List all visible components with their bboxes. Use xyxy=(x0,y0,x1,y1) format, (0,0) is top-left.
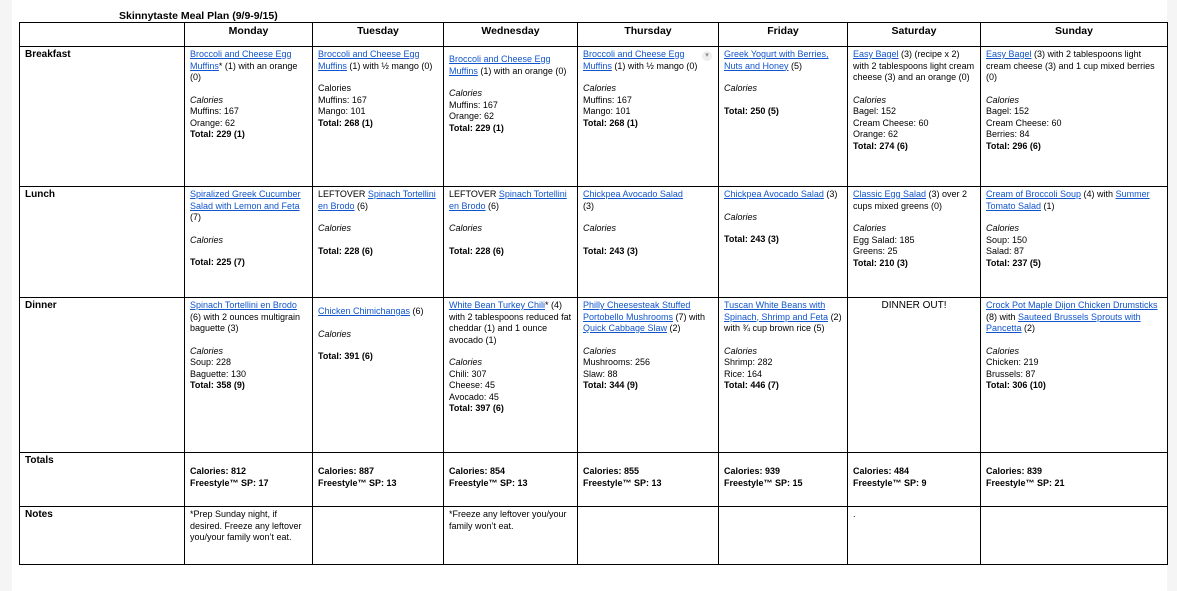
recipe-link[interactable]: Chicken Chimichangas xyxy=(318,306,411,316)
calorie-line: Rice: 164 xyxy=(724,368,763,379)
meal-text: (3) with 2 tablespoons light cream cheese (3) and 1 cup mixed berries (0) xyxy=(986,49,1155,82)
meal-text: (4) with xyxy=(1081,189,1116,199)
calorie-line: Orange: 62 xyxy=(190,117,236,128)
header-corner xyxy=(20,23,185,47)
leftover-text: LEFTOVER xyxy=(449,189,499,199)
meal-total: Total: 268 (1) xyxy=(318,117,373,128)
calorie-line: Egg Salad: 185 xyxy=(853,234,915,245)
dinner-tuesday xyxy=(313,298,444,453)
meal-total: Total: 237 (5) xyxy=(986,257,1041,268)
row-label-notes: Notes xyxy=(20,507,185,565)
calorie-line: Orange: 62 xyxy=(853,129,899,139)
notes-sunday xyxy=(981,507,1168,565)
recipe-link[interactable]: Broccoli and Cheese Egg Muffins xyxy=(190,49,292,71)
lunch-friday xyxy=(719,187,848,298)
recipe-link[interactable]: Broccoli and Cheese Egg Muffins xyxy=(449,54,551,76)
recipe-link[interactable]: Greek Yogurt with Berries, Nuts and Honey xyxy=(724,49,829,71)
calories-heading: Calories xyxy=(724,345,758,356)
notes-tuesday xyxy=(313,507,444,565)
calories-heading: Calories xyxy=(318,328,352,339)
recipe-link[interactable]: Broccoli and Cheese Egg Muffins xyxy=(318,49,420,71)
recipe-link[interactable]: Spiralized Greek Cucumber Salad with Lemon and Feta xyxy=(190,189,301,211)
recipe-link[interactable]: Cream of Broccoli Soup xyxy=(986,189,1082,199)
calorie-line: Berries: 84 xyxy=(986,129,1030,139)
meal-text: (2) xyxy=(1021,323,1036,333)
dinner-thursday xyxy=(578,298,719,453)
total-smartpoints: Freestyle™ SP: 13 xyxy=(583,477,662,488)
header-thursday: Thursday xyxy=(578,23,719,47)
meal-total: Total: 268 (1) xyxy=(583,117,638,128)
meal-text: (3) xyxy=(823,189,838,199)
notes-row xyxy=(20,507,1168,565)
meal-total: Total: 397 (6) xyxy=(449,403,504,413)
calories-heading: Calories xyxy=(583,223,617,233)
calorie-line: Cream Cheese: 60 xyxy=(986,117,1062,128)
calorie-line: Soup: 150 xyxy=(986,234,1028,245)
dinner-saturday: DINNER OUT! xyxy=(848,298,981,453)
meal-total: Total: 243 (3) xyxy=(583,245,638,256)
calorie-line: Salad: 87 xyxy=(986,246,1025,256)
calorie-line: Shrimp: 282 xyxy=(724,357,773,367)
meal-text: (5) xyxy=(788,60,803,71)
breakfast-row xyxy=(20,47,1168,187)
meal-text: (7) xyxy=(190,212,201,222)
recipe-link[interactable]: Classic Egg Salad xyxy=(853,189,927,199)
calorie-line: Mango: 101 xyxy=(318,106,366,116)
totals-tuesday xyxy=(313,453,444,507)
calorie-line: Chicken: 219 xyxy=(986,357,1039,367)
row-label-dinner: Dinner xyxy=(20,298,185,453)
meal-text: (1) with an orange (0) xyxy=(477,65,567,76)
calorie-line: Greens: 25 xyxy=(853,246,898,256)
header-row xyxy=(20,23,1168,47)
total-smartpoints: Freestyle™ SP: 21 xyxy=(986,477,1065,488)
row-label-breakfast: Breakfast xyxy=(20,47,185,187)
calories-heading: Calories xyxy=(724,211,758,222)
dinner-wednesday xyxy=(444,298,578,453)
calories-heading: Calories xyxy=(853,94,887,105)
calorie-line: Bagel: 152 xyxy=(986,106,1030,116)
calorie-line: Brussels: 87 xyxy=(986,368,1036,379)
calories-heading: Calories xyxy=(583,83,617,93)
recipe-link[interactable]: Tuscan White Beans with Spinach, Shrimp and Feta xyxy=(724,300,829,322)
totals-sunday xyxy=(981,453,1168,507)
breakfast-friday xyxy=(719,47,848,187)
calorie-line: Orange: 62 xyxy=(449,111,495,121)
total-smartpoints: Freestyle™ SP: 15 xyxy=(724,477,803,488)
total-calories: Calories: 839 xyxy=(986,466,1043,476)
meal-text: (2) with ¾ cup brown rice (5) xyxy=(724,311,842,333)
totals-monday xyxy=(185,453,313,507)
notes-wednesday: *Freeze any leftover you/your family won’t eat. xyxy=(444,507,578,565)
total-calories: Calories: 484 xyxy=(853,466,910,476)
meal-total: Total: 344 (9) xyxy=(583,380,638,390)
calorie-line: Muffins: 167 xyxy=(583,94,632,105)
meal-total: Total: 210 (3) xyxy=(853,257,908,268)
chevron-down-icon[interactable]: ▾ xyxy=(702,51,712,61)
calorie-line: Avocado: 45 xyxy=(449,391,499,402)
recipe-link[interactable]: Chickpea Avocado Salad xyxy=(724,189,824,199)
calories-heading: Calories xyxy=(449,223,483,233)
calories-heading: Calories xyxy=(986,94,1020,105)
header-tuesday: Tuesday xyxy=(313,23,444,47)
meal-total: Total: 250 (5) xyxy=(724,105,779,116)
calorie-line: Mango: 101 xyxy=(583,106,631,116)
calories-heading: Calories xyxy=(190,94,224,105)
meal-text: (1) with ½ mango (0) xyxy=(346,60,433,71)
meal-text: (2) xyxy=(667,323,681,333)
recipe-link[interactable]: Spinach Tortellini en Brodo xyxy=(449,189,567,211)
meal-text: (1) with ½ mango (0) xyxy=(611,60,698,71)
totals-wednesday xyxy=(444,453,578,507)
breakfast-sunday xyxy=(981,47,1168,187)
meal-total: Total: 228 (6) xyxy=(449,245,504,256)
header-wednesday: Wednesday xyxy=(444,23,578,47)
dinner-row xyxy=(20,298,1168,453)
meal-text: (6) xyxy=(354,200,369,211)
total-calories: Calories: 887 xyxy=(318,466,375,476)
lunch-monday xyxy=(185,187,313,298)
calorie-line: Muffins: 167 xyxy=(190,106,239,116)
calories-heading: Calories xyxy=(190,345,224,356)
calories-heading: Calories xyxy=(318,83,352,93)
meal-total: Total: 228 (6) xyxy=(318,245,373,256)
meal-text: (3) over 2 cups mixed greens (0) xyxy=(853,189,968,211)
calories-heading: Calories xyxy=(853,223,887,233)
calorie-line: Cheese: 45 xyxy=(449,380,496,390)
totals-saturday xyxy=(848,453,981,507)
recipe-link[interactable]: Spinach Tortellini en Brodo xyxy=(318,189,436,211)
recipe-link[interactable]: Philly Cheesesteak Stuffed Portobello Mushrooms xyxy=(583,300,691,322)
notes-friday xyxy=(719,507,848,565)
recipe-link[interactable]: Summer Tomato Salad xyxy=(986,189,1150,211)
header-friday: Friday xyxy=(719,23,848,47)
meal-total: Total: 296 (6) xyxy=(986,140,1041,151)
meal-text: (3) (recipe x 2) with 2 tablespoons light cream cheese (3) and an orange (0) xyxy=(853,49,975,82)
lunch-tuesday xyxy=(313,187,444,298)
lunch-thursday xyxy=(578,187,719,298)
row-label-lunch: Lunch xyxy=(20,187,185,298)
calorie-line: Chili: 307 xyxy=(449,368,487,379)
meal-total: Total: 391 (6) xyxy=(318,351,373,361)
calories-heading: Calories xyxy=(190,234,224,245)
meal-total: Total: 225 (7) xyxy=(190,257,245,267)
calories-heading: Calories xyxy=(583,345,617,356)
total-calories: Calories: 812 xyxy=(190,466,247,476)
row-label-totals: Totals xyxy=(20,453,185,507)
recipe-link[interactable]: White Bean Turkey Chili xyxy=(449,300,546,310)
dinner-friday xyxy=(719,298,848,453)
dinner-sunday xyxy=(981,298,1168,453)
recipe-link[interactable]: Quick Cabbage Slaw xyxy=(583,323,668,333)
total-smartpoints: Freestyle™ SP: 13 xyxy=(449,477,528,488)
notes-saturday: . xyxy=(848,507,981,565)
breakfast-wednesday xyxy=(444,47,578,187)
breakfast-thursday xyxy=(578,47,719,187)
breakfast-monday xyxy=(185,47,313,187)
calories-heading: Calories xyxy=(449,88,483,98)
recipe-link[interactable]: Easy Bagel xyxy=(853,49,899,59)
lunch-sunday xyxy=(981,187,1168,298)
meal-text: (6) with 2 ounces multigrain baguette (3) xyxy=(190,311,301,333)
header-sunday: Sunday xyxy=(981,23,1168,47)
meal-total: Total: 229 (1) xyxy=(449,122,504,133)
meal-text: (7) with xyxy=(673,311,706,322)
calories-heading: Calories xyxy=(986,345,1020,356)
breakfast-tuesday xyxy=(313,47,444,187)
calories-heading: Calories xyxy=(724,83,758,93)
lunch-saturday xyxy=(848,187,981,298)
notes-thursday xyxy=(578,507,719,565)
total-calories: Calories: 854 xyxy=(449,466,506,476)
meal-text: (6) xyxy=(410,306,424,316)
meal-total: Total: 274 (6) xyxy=(853,140,908,151)
meal-text: * (1) with an orange (0) xyxy=(190,60,298,82)
recipe-link[interactable]: Easy Bagel xyxy=(986,49,1032,59)
recipe-link[interactable]: Broccoli and Cheese Egg Muffins xyxy=(583,49,685,71)
lunch-wednesday xyxy=(444,187,578,298)
calorie-line: Soup: 228 xyxy=(190,357,232,367)
total-smartpoints: Freestyle™ SP: 9 xyxy=(853,477,927,488)
meal-text: (8) with xyxy=(986,311,1019,322)
recipe-link[interactable]: Sauteed Brussels Sprouts with Pancetta xyxy=(986,311,1141,333)
recipe-link[interactable]: Chickpea Avocado Salad xyxy=(583,189,683,199)
header-monday: Monday xyxy=(185,23,313,47)
totals-friday xyxy=(719,453,848,507)
recipe-link[interactable]: Crock Pot Maple Dijon Chicken Drumsticks xyxy=(986,300,1158,310)
meal-text: (6) xyxy=(485,200,500,211)
breakfast-saturday xyxy=(848,47,981,187)
document-title: Skinnytaste Meal Plan (9/9-9/15) xyxy=(119,10,278,22)
total-smartpoints: Freestyle™ SP: 13 xyxy=(318,477,397,488)
dinner-monday xyxy=(185,298,313,453)
totals-thursday xyxy=(578,453,719,507)
calorie-line: Baguette: 130 xyxy=(190,368,247,379)
recipe-link[interactable]: Spinach Tortellini en Brodo xyxy=(190,300,297,310)
page-left-margin xyxy=(0,0,12,591)
meal-text: * (4) with 2 tablespoons reduced fat cheddar (1) and 1 ounce avocado (1) xyxy=(449,300,572,345)
total-calories: Calories: 939 xyxy=(724,466,781,476)
calories-heading: Calories xyxy=(449,357,483,367)
meal-total: Total: 229 (1) xyxy=(190,129,245,139)
lunch-row xyxy=(20,187,1168,298)
meal-total: Total: 243 (3) xyxy=(724,234,779,244)
calories-heading: Calories xyxy=(318,223,352,233)
meal-total: Total: 446 (7) xyxy=(724,380,779,390)
total-calories: Calories: 855 xyxy=(583,466,640,476)
leftover-text: LEFTOVER xyxy=(318,189,368,199)
meal-total: Total: 306 (10) xyxy=(986,380,1046,390)
total-smartpoints: Freestyle™ SP: 17 xyxy=(190,477,269,488)
calories-heading: Calories xyxy=(986,223,1020,233)
meal-text: (1) xyxy=(1041,200,1055,211)
calorie-line: Bagel: 152 xyxy=(853,106,897,116)
meal-plan-table xyxy=(19,22,1168,565)
totals-row xyxy=(20,453,1168,507)
meal-text: (3) xyxy=(583,200,594,211)
header-saturday: Saturday xyxy=(848,23,981,47)
calorie-line: Cream Cheese: 60 xyxy=(853,117,929,128)
calorie-line: Muffins: 167 xyxy=(318,94,367,105)
calorie-line: Slaw: 88 xyxy=(583,368,618,379)
meal-total: Total: 358 (9) xyxy=(190,380,245,390)
calorie-line: Mushrooms: 256 xyxy=(583,357,651,367)
notes-monday: *Prep Sunday night, if desired. Freeze any leftover you/your family won’t eat. xyxy=(185,507,313,565)
page-right-margin xyxy=(1167,0,1177,591)
calorie-line: Muffins: 167 xyxy=(449,99,498,110)
